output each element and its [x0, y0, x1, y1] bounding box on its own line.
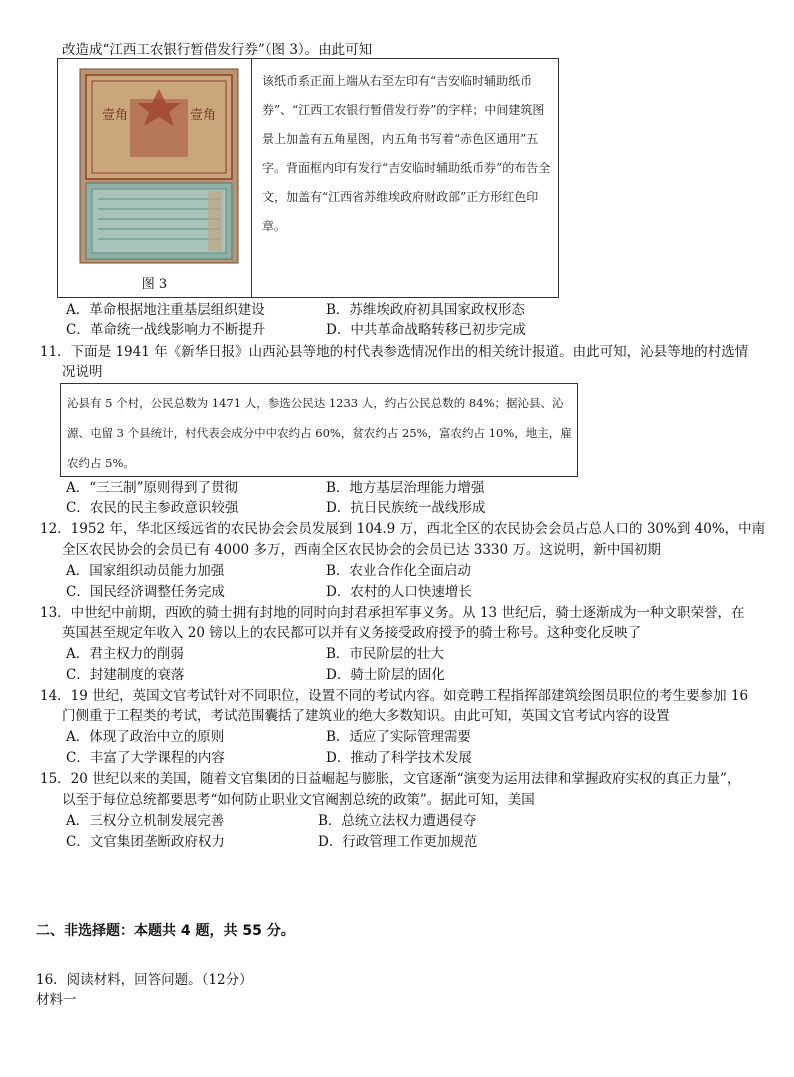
q12-option-d[interactable]: D．农村的人口快速增长 [326, 584, 472, 600]
q14-stem-line1: 14．19 世纪，英国文官考试针对不同职位，设置不同的考试内容。如竞聘工程指挥部建筑绘图员职位的考生要参加 16 [40, 688, 749, 704]
figure-description: 该纸币系正面上端从右至左印有“吉安临时辅助纸币券”、“江西工农银行暂借发行券”的字样；中间建筑图景上加盖有五角星图，内五角书写着“赤色区通用”五字。背面框内印有发行“吉安临时辅助纸币券”的布告全文，加盖有“江西省苏维埃政府财政部”正方形红色印章。 [262, 74, 551, 233]
q14-option-a[interactable]: A．体现了政治中立的原则 [66, 729, 225, 745]
q13-option-c[interactable]: C．封建制度的衰落 [66, 667, 185, 683]
q11-data-box [60, 383, 578, 477]
q15-option-c[interactable]: C．文官集团垄断政府权力 [66, 834, 225, 850]
q11-option-b[interactable]: B．地方基层治理能力增强 [326, 480, 485, 496]
q12-option-a[interactable]: A．国家组织动员能力加强 [66, 563, 225, 579]
section-2-heading: 二、非选择题：本题共 4 题，共 55 分。 [36, 923, 295, 939]
q13-stem-line2: 英国甚至规定年收入 20 镑以上的农民都可以并有义务接受政府授予的骑士称号。这种变化反映了 [62, 625, 642, 641]
q13-stem-line1: 13．中世纪中前期，西欧的骑士拥有封地的同时向封君承担军事义务。从 13 世纪后，骑士逐渐成为一种文职荣誉，在 [40, 605, 745, 621]
q12-option-b[interactable]: B．农业合作化全面启动 [326, 563, 471, 579]
q11-stem-line2: 况说明 [62, 364, 103, 380]
q11-stem-line1: 11．下面是 1941 年《新华日报》山西沁县等地的村代表参选情况作出的相关统计报道。由此可知，沁县等地的村选情 [40, 344, 749, 360]
q12-stem-line2: 全区农民协会的会员已有 4000 多万，西南全区农民协会的会员已达 3330 万。这说明，新中国初期 [62, 542, 661, 558]
q12-stem-line1: 12．1952 年，华北区绥远省的农民协会会员发展到 104.9 万，西北全区的农民协会会员占总人口的 30%到 40%，中南 [40, 521, 766, 537]
q13-option-a[interactable]: A．君主权力的削弱 [66, 646, 184, 662]
q10-option-c[interactable]: C．革命统一战线影响力不断提升 [66, 322, 266, 338]
q16-stem: 16．阅读材料，回答问题。（12分） [36, 972, 253, 988]
figure-3 [57, 58, 559, 298]
q15-stem-line2: 以至于每位总统都要思考“如何防止职业文官阉割总统的政策”。据此可知，美国 [62, 792, 535, 808]
q14-option-b[interactable]: B．适应了实际管理需要 [326, 729, 471, 745]
q11-option-d[interactable]: D．抗日民族统一战线形成 [326, 500, 486, 516]
note-face-right: 壹角 [190, 108, 217, 123]
q13-option-b[interactable]: B．市民阶层的壮大 [326, 646, 444, 662]
figure-caption: 图 3 [141, 277, 168, 292]
q13-option-d[interactable]: D．骑士阶层的固化 [326, 667, 445, 683]
banknote-image [58, 59, 252, 297]
q14-stem-line2: 门侧重于工程类的考试，考试范围囊括了建筑业的绝大多数知识。由此可知，英国文官考试内容的设置 [62, 708, 670, 724]
q14-option-c[interactable]: C．丰富了大学课程的内容 [66, 750, 225, 766]
note-face-left: 壹角 [102, 108, 129, 123]
material-1-label: 材料一 [36, 992, 77, 1008]
q10-option-b[interactable]: B．苏维埃政府初具国家政权形态 [326, 302, 525, 318]
intro-line: 改造成“江西工农银行暂借发行券”（图 3）。由此可知 [62, 42, 373, 58]
q11-data-text: 沁县有 5 个村，公民总数为 1471 人，参选公民达 1233 人，约占公民总数的 84%；据沁县、沁源、屯留 3 个县统计，村代表会成分中中农约占 60%，贫农约占 25%，富农约占 10%，地主，雇农约占 5%。 [67, 396, 572, 470]
q15-option-b[interactable]: B．总统立法权力遭遇侵夺 [318, 813, 477, 829]
banknote-illustration [58, 59, 251, 297]
q14-option-d[interactable]: D．推动了科学技术发展 [326, 750, 472, 766]
q15-option-a[interactable]: A．三权分立机制发展完善 [66, 813, 225, 829]
q11-option-c[interactable]: C．农民的民主参政意识较强 [66, 500, 239, 516]
q10-option-a[interactable]: A．革命根据地注重基层组织建设 [66, 302, 265, 318]
q11-option-a[interactable]: A．“三三制”原则得到了贯彻 [66, 480, 239, 496]
q12-option-c[interactable]: C．国民经济调整任务完成 [66, 584, 225, 600]
q15-stem-line1: 15．20 世纪以来的美国，随着文官集团的日益崛起与膨胀，文官逐渐“演变为运用法律和掌握政府实权的真正力量”， [40, 771, 741, 787]
q10-option-d[interactable]: D．中共革命战略转移已初步完成 [326, 322, 526, 338]
q15-option-d[interactable]: D．行政管理工作更加规范 [318, 834, 478, 850]
